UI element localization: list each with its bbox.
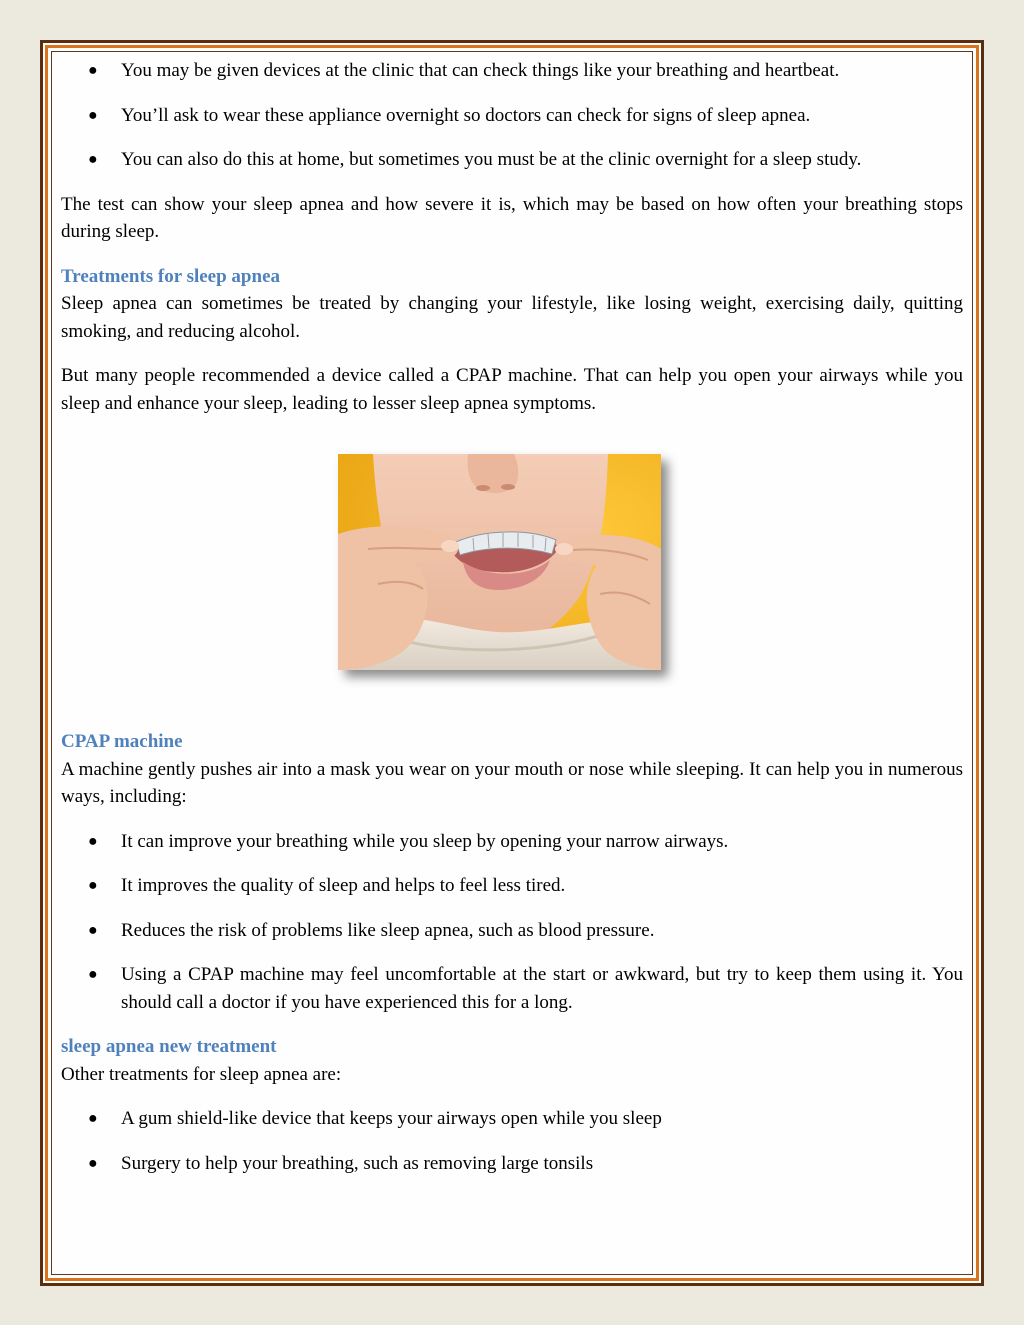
bullet-icon: ● <box>88 151 98 168</box>
list-item-text: Reduces the risk of problems like sleep apnea, such as blood pressure. <box>121 919 655 941</box>
cpap-bullet-list <box>61 828 963 1017</box>
list-item <box>61 872 963 900</box>
list-item-text: A gum shield-like device that keeps your airways open while you sleep <box>121 1108 662 1129</box>
bullet-icon: ● <box>88 106 98 124</box>
mouthguard-photo <box>338 454 661 670</box>
list-item-text: It improves the quality of sleep and helps to feel less tired. <box>121 875 566 896</box>
list-item-text: You’ll ask to wear these appliance overnight so doctors can check for signs of sleep apnea. <box>121 104 811 126</box>
bullet-icon: ● <box>88 1154 98 1172</box>
bullet-icon: ● <box>88 62 98 79</box>
new-treatment-heading: sleep apnea new treatment <box>61 1036 277 1057</box>
list-item <box>61 917 963 945</box>
list-item <box>61 146 963 174</box>
list-item-text: You may be given devices at the clinic that can check things like your breathing and heartbeat. <box>121 60 840 81</box>
intro-bullet-list <box>61 57 963 174</box>
cpap-heading: CPAP machine <box>61 731 183 752</box>
treatments-paragraph-cpap: But many people recommended a device called a CPAP machine. That can help you open your airways while you sleep and enhance your sleep, leading to lesser sleep apnea symptoms. <box>61 365 963 414</box>
new-treatment-bullet-list <box>61 1105 963 1177</box>
list-item <box>61 102 963 130</box>
treatments-paragraph-lifestyle: Sleep apnea can sometimes be treated by changing your lifestyle, like losing weight, exercising daily, quitting smoking, and reducing alcohol. <box>61 293 963 342</box>
document-body <box>61 57 963 1194</box>
list-item-text: Using a CPAP machine may feel uncomfortable at the start or awkward, but try to keep them using it. You should call a doctor if you have experienced this for a long. <box>121 964 963 1013</box>
figure-container <box>61 434 963 728</box>
list-item-text: You can also do this at home, but sometimes you must be at the clinic overnight for a sleep study. <box>121 149 862 170</box>
list-item <box>61 961 963 1016</box>
treatments-heading: Treatments for sleep apnea <box>61 265 281 287</box>
test-paragraph: The test can show your sleep apnea and how severe it is, which may be based on how often your breathing stops during sleep. <box>61 193 963 242</box>
bullet-icon: ● <box>88 1110 98 1127</box>
bullet-icon: ● <box>88 921 98 939</box>
list-item-text: Surgery to help your breathing, such as removing large tonsils <box>121 1152 594 1174</box>
list-item <box>61 828 963 856</box>
new-treatment-paragraph: Other treatments for sleep apnea are: <box>61 1063 342 1085</box>
list-item <box>61 57 963 85</box>
bullet-icon: ● <box>88 877 98 894</box>
cpap-paragraph: A machine gently pushes air into a mask you wear on your mouth or nose while sleeping. It can help you in numerous ways, including: <box>61 758 963 807</box>
bullet-icon: ● <box>88 832 98 850</box>
list-item <box>61 1150 963 1178</box>
bullet-icon: ● <box>88 966 98 983</box>
list-item-text: It can improve your breathing while you sleep by opening your narrow airways. <box>121 830 729 852</box>
list-item <box>61 1105 963 1133</box>
